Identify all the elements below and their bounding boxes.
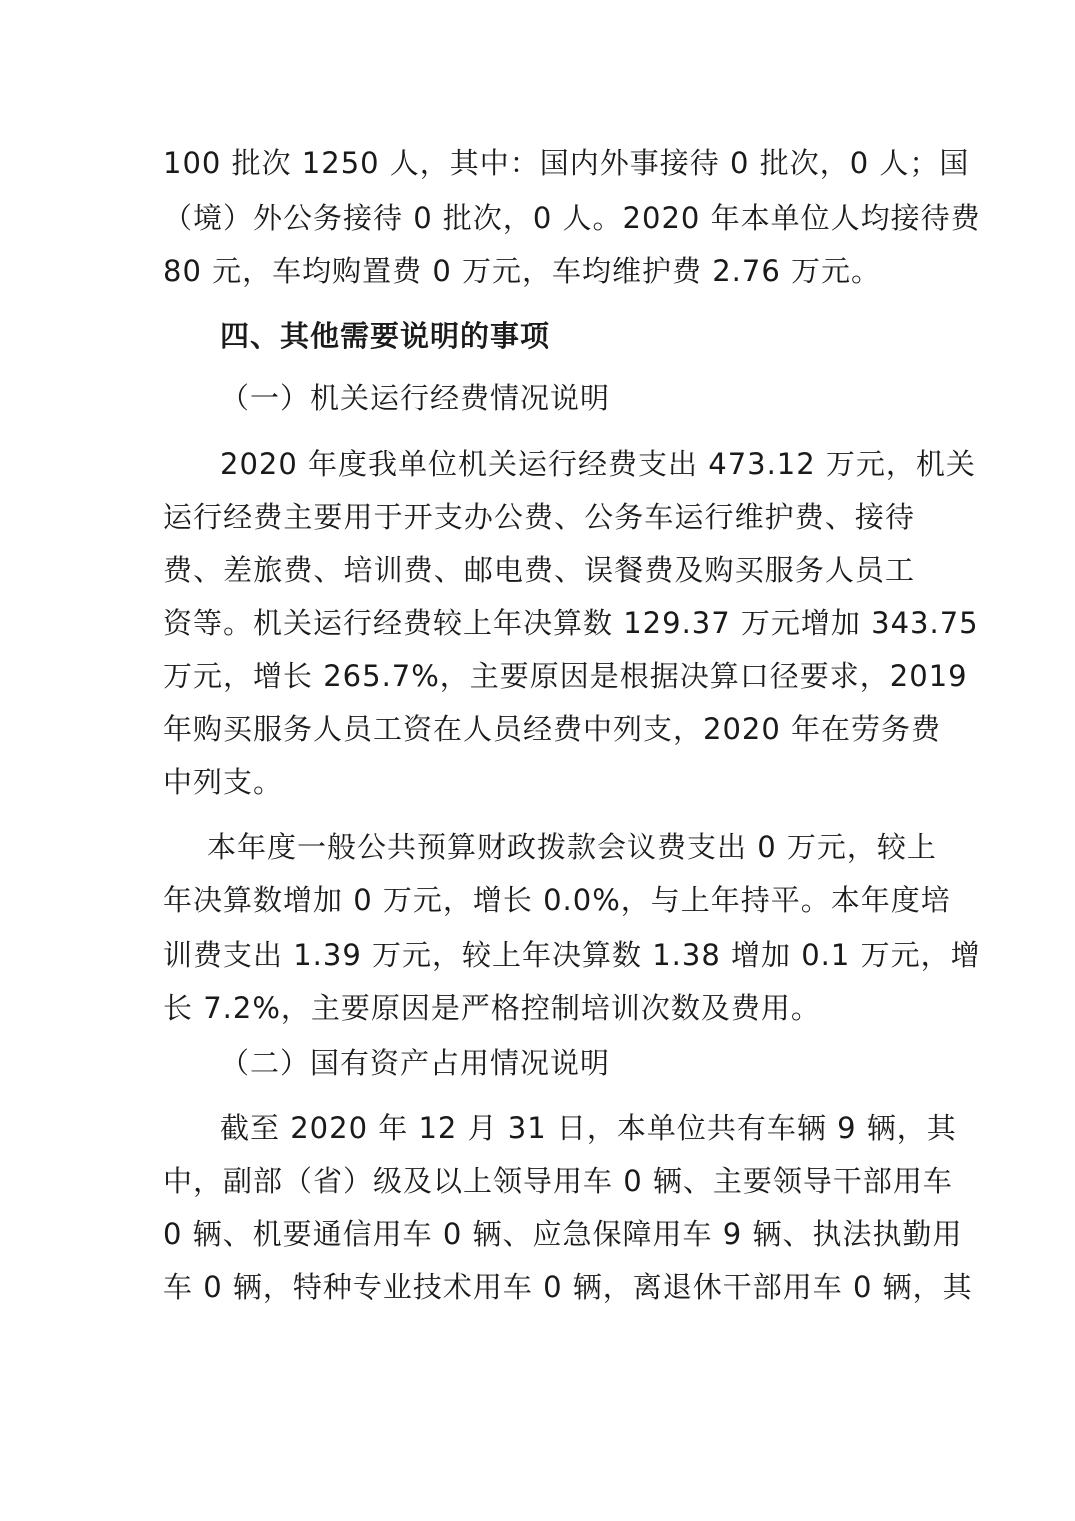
- vehicle-line-2: 中，副部（省）级及以上领导用车 0 辆、主要领导干部用车: [163, 1164, 953, 1198]
- operating-cost-line-1: 2020 年度我单位机关运行经费支出 473.12 万元，机关: [220, 447, 976, 481]
- vehicle-line-3: 0 辆、机要通信用车 0 辆、应急保障用车 9 辆、执法执勤用: [163, 1217, 963, 1251]
- subsection-heading-1: （一）机关运行经费情况说明: [220, 381, 611, 415]
- operating-cost-line-4: 资等。机关运行经费较上年决算数 129.37 万元增加 343.75: [163, 606, 979, 640]
- operating-cost-line-5: 万元，增长 265.7%，主要原因是根据决算口径要求，2019: [163, 659, 968, 693]
- vehicle-line-4: 车 0 辆，特种专业技术用车 0 辆，离退休干部用车 0 辆，其: [163, 1270, 973, 1304]
- meeting-training-line-3: 训费支出 1.39 万元，较上年决算数 1.38 增加 0.1 万元，增: [163, 938, 981, 972]
- meeting-training-line-4: 长 7.2%，主要原因是严格控制培训次数及费用。: [163, 991, 821, 1025]
- reception-summary-line-2: （境）外公务接待 0 批次，0 人。2020 年本单位人均接待费: [163, 201, 981, 235]
- operating-cost-line-2: 运行经费主要用于开支办公费、公务车运行维护费、接待: [163, 500, 915, 534]
- meeting-training-line-1: 本年度一般公共预算财政拨款会议费支出 0 万元，较上: [207, 830, 937, 864]
- vehicle-line-1: 截至 2020 年 12 月 31 日，本单位共有车辆 9 辆，其: [220, 1111, 957, 1145]
- subsection-heading-2: （二）国有资产占用情况说明: [220, 1046, 611, 1080]
- reception-summary-line-1: 100 批次 1250 人，其中：国内外事接待 0 批次，0 人；国: [163, 146, 970, 180]
- section-heading-4: 四、其他需要说明的事项: [220, 319, 551, 353]
- reception-summary-line-3: 80 元，车均购置费 0 万元，车均维护费 2.76 万元。: [163, 254, 882, 288]
- operating-cost-line-7: 中列支。: [163, 765, 284, 799]
- operating-cost-line-6: 年购买服务人员工资在人员经费中列支，2020 年在劳务费: [163, 712, 942, 746]
- operating-cost-line-3: 费、差旅费、培训费、邮电费、误餐费及购买服务人员工: [163, 553, 915, 587]
- meeting-training-line-2: 年决算数增加 0 万元，增长 0.0%，与上年持平。本年度培: [163, 883, 951, 917]
